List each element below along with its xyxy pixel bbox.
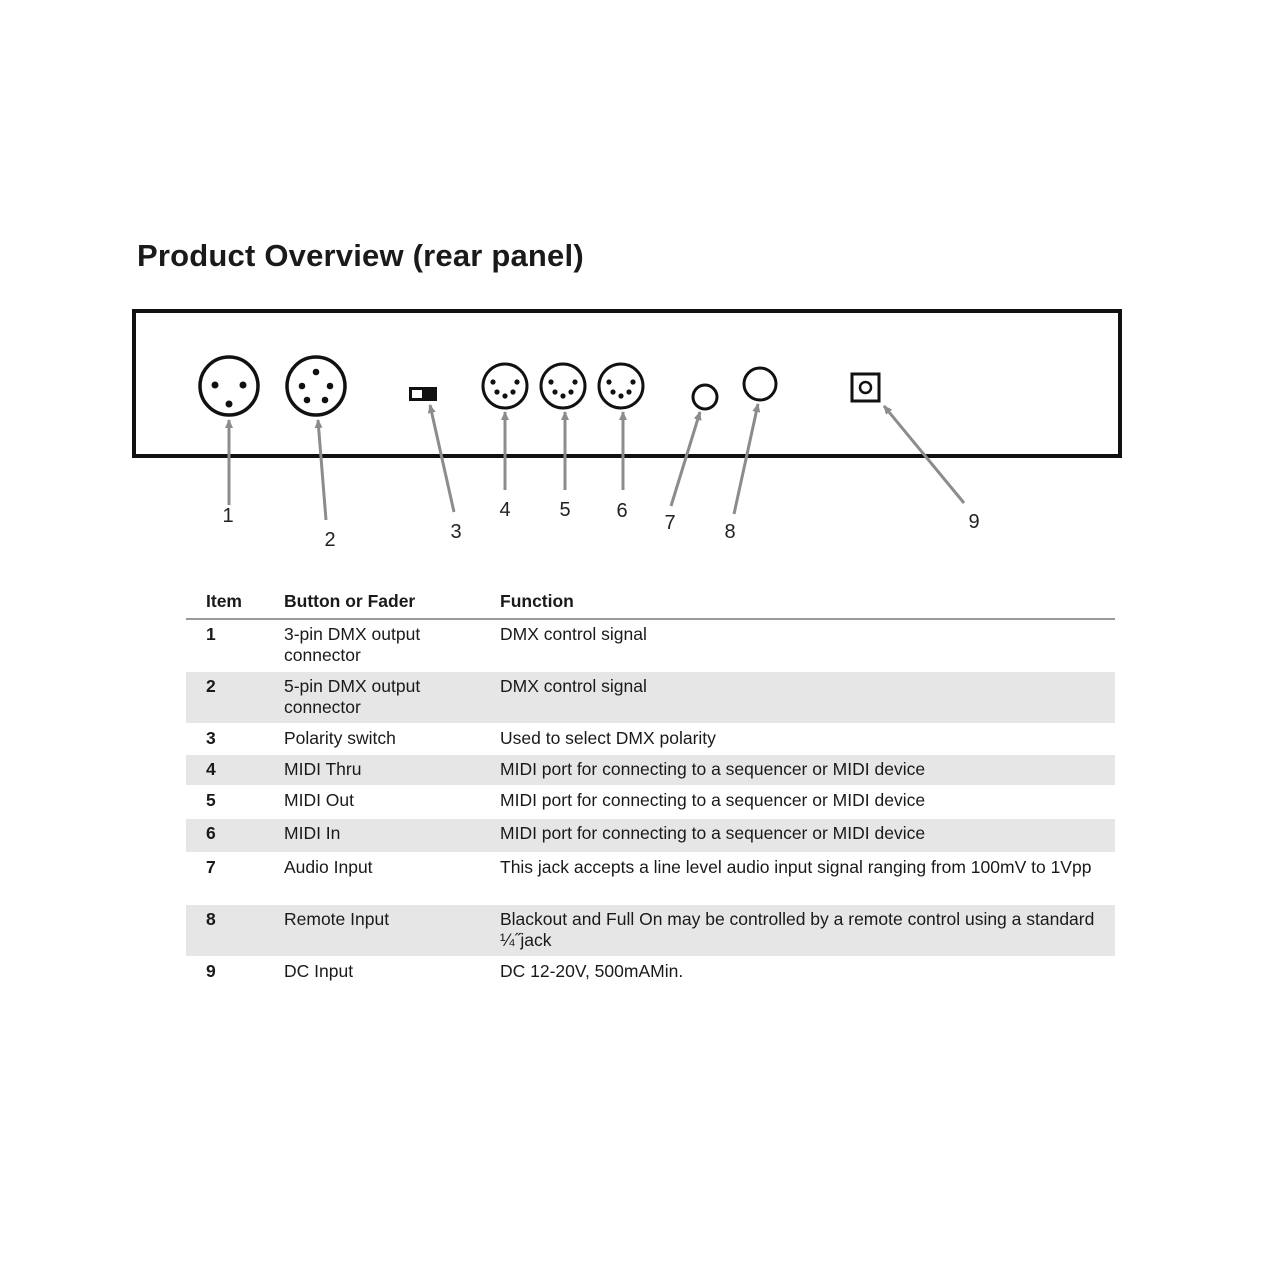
header-item: Item [186, 586, 264, 619]
item-number: 3 [186, 723, 264, 754]
item-name: Audio Input [264, 852, 480, 904]
table-row [186, 956, 1115, 987]
table-row [186, 619, 1115, 671]
polarity-switch-icon [409, 387, 437, 401]
item-function: MIDI port for connecting to a sequencer or MIDI device [480, 785, 1115, 818]
header-button-or-fader: Button or Fader [264, 586, 480, 619]
callout-5: 5 [559, 499, 571, 521]
item-number: 9 [206, 960, 216, 981]
callout-2: 2 [324, 529, 336, 551]
table-header-row [186, 586, 1115, 619]
midi-out-port-icon [541, 364, 585, 408]
callout-7: 7 [664, 512, 676, 534]
item-number: 8 [186, 904, 264, 956]
table-row [186, 818, 1115, 852]
xlr-5pin-connector-icon [287, 357, 345, 415]
item-name: MIDI In [264, 818, 480, 852]
spec-table [186, 586, 1115, 987]
item-number: 6 [186, 818, 264, 852]
audio-input-jack-icon [693, 385, 717, 409]
callout-8: 8 [724, 521, 736, 543]
callout-9: 9 [968, 511, 980, 533]
callout-3: 3 [450, 521, 462, 543]
page-title: Product Overview (rear panel) [137, 238, 584, 273]
item-function: DC 12-20V, 500mAMin. [500, 960, 684, 981]
table-row [186, 671, 1115, 723]
item-function: Used to select DMX polarity [480, 723, 1115, 754]
header-function: Function [480, 586, 1115, 619]
item-number: 7 [186, 852, 264, 904]
item-function: DMX control signal [480, 671, 1115, 723]
item-function: This jack accepts a line level audio input signal ranging from 100mV to 1Vpp [480, 852, 1115, 904]
table-row [186, 852, 1115, 904]
item-name: MIDI Thru [264, 754, 480, 785]
item-number: 5 [186, 785, 264, 818]
item-function: DMX control signal [480, 619, 1115, 671]
item-name: Remote Input [264, 904, 480, 956]
midi-thru-port-icon [483, 364, 527, 408]
table-row [186, 785, 1115, 818]
item-function: Blackout and Full On may be controlled by a remote control using a standard ¼˝jack [480, 904, 1115, 956]
item-number: 1 [186, 619, 264, 671]
callout-4: 4 [499, 499, 511, 521]
midi-in-port-icon [599, 364, 643, 408]
rear-panel-diagram [0, 0, 1280, 580]
item-name: Polarity switch [264, 723, 480, 754]
item-function: MIDI port for connecting to a sequencer or MIDI device [480, 818, 1115, 852]
table-row [186, 723, 1115, 754]
item-name: 3-pin DMX output connector [264, 619, 480, 671]
item-name: DC Input [284, 960, 354, 981]
item-number: 4 [186, 754, 264, 785]
item-number: 2 [186, 671, 264, 723]
item-name: 5-pin DMX output connector [264, 671, 480, 723]
item-name: MIDI Out [264, 785, 480, 818]
callout-1: 1 [222, 505, 234, 527]
table-row [186, 904, 1115, 956]
item-function: MIDI port for connecting to a sequencer or MIDI device [480, 754, 1115, 785]
remote-input-jack-icon [744, 368, 776, 400]
callout-6: 6 [616, 500, 628, 522]
xlr-3pin-connector-icon [200, 357, 258, 415]
table-row [186, 754, 1115, 785]
dc-input-jack-icon [852, 374, 879, 401]
